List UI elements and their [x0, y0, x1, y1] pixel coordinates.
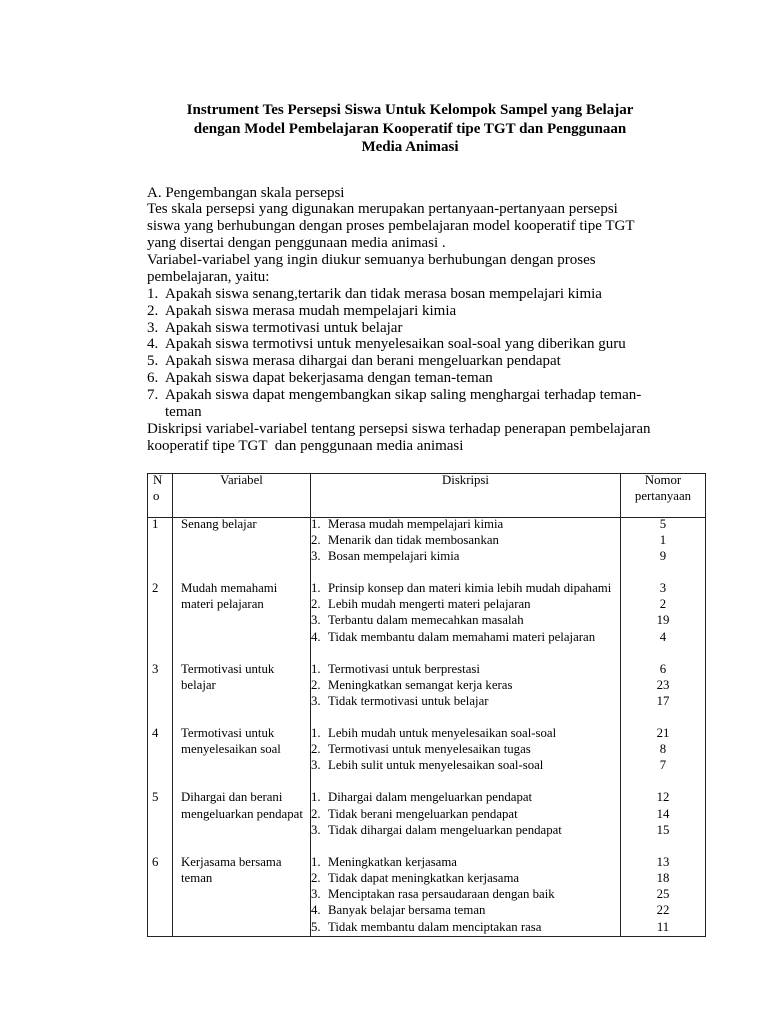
header-diskripsi-text: Diskripsi: [442, 472, 489, 487]
diskripsi-item-number: 4.: [311, 903, 321, 918]
diskripsi-item-number: 2.: [311, 806, 321, 821]
cell-no: [148, 789, 172, 838]
cell-nomor: [621, 854, 705, 935]
table-row: [148, 661, 705, 710]
cell-variabel: [173, 661, 310, 710]
nomor-pertanyaan: 12: [656, 790, 670, 805]
variabel-text: belajar: [181, 677, 216, 692]
diskripsi-item: [311, 854, 620, 870]
title-line: Instrument Tes Persepsi Siswa Untuk Kelompok Sampel yang Belajar: [186, 102, 634, 118]
paragraph-line: yang disertai dengan penggunaan media animasi .: [147, 235, 446, 252]
question-text: Apakah siswa dapat mengembangkan sikap saling menghargai terhadap teman-: [165, 387, 642, 403]
nomor-pertanyaan: 5: [659, 516, 667, 531]
diskripsi-item-text: Lebih mudah untuk menyelesaikan soal-soal: [328, 725, 557, 740]
diskripsi-item-number: 1.: [311, 580, 321, 595]
diskripsi-item: [311, 725, 620, 741]
diskripsi-item: [311, 789, 620, 805]
row-number: 6: [152, 854, 159, 869]
cell-variabel: [173, 854, 310, 935]
diskripsi-item-number: 1.: [311, 725, 321, 740]
diskripsi-item-number: 1.: [311, 516, 321, 531]
nomor-pertanyaan: 14: [656, 806, 670, 821]
nomor-pertanyaan: 8: [659, 742, 667, 757]
question-item: [147, 286, 687, 303]
section-heading: A. Pengembangan skala persepsi: [147, 184, 345, 201]
question-text: Apakah siswa termotivasi untuk belajar: [165, 319, 403, 336]
title-line: dengan Model Pembelajaran Kooperatif tipe TGT dan Penggunaan: [193, 120, 627, 137]
diskripsi-item: [311, 580, 620, 596]
question-number: 2.: [147, 302, 159, 319]
header-diskripsi: [311, 472, 620, 488]
question-item: [147, 336, 687, 353]
section-body: [147, 185, 687, 455]
table-row: [148, 854, 705, 935]
question-number: 4.: [147, 336, 159, 353]
question-item: [147, 320, 687, 337]
cell-variabel: [173, 580, 310, 645]
diskripsi-item-number: 1.: [311, 854, 321, 869]
diskripsi-item-number: 5.: [311, 919, 321, 934]
cell-nomor: [621, 661, 705, 710]
nomor-pertanyaan: 18: [656, 870, 670, 885]
nomor-pertanyaan: 11: [656, 919, 670, 934]
diskripsi-item: [311, 870, 620, 886]
paragraph-line: Diskripsi variabel-variabel tentang persepsi siswa terhadap penerapan pembelajaran: [147, 420, 651, 437]
diskripsi-item-text: Tidak termotivasi untuk belajar: [328, 693, 489, 708]
diskripsi-item-number: 3.: [311, 758, 321, 773]
cell-no: [148, 661, 172, 710]
table-row: [148, 580, 705, 645]
row-number: 3: [152, 661, 159, 676]
diskripsi-item: [311, 822, 620, 838]
question-text: teman: [165, 403, 202, 420]
variabel-text: teman: [181, 870, 213, 885]
diskripsi-item-text: Meningkatkan semangat kerja keras: [328, 677, 513, 692]
title-line: Media Animasi: [361, 139, 459, 155]
paragraph-line: pembelajaran, yaitu:: [147, 268, 270, 285]
nomor-pertanyaan: 4: [659, 629, 667, 644]
question-item: [147, 387, 687, 421]
nomor-pertanyaan: 17: [656, 693, 670, 708]
question-text: Apakah siswa merasa dihargai dan berani mengeluarkan pendapat: [165, 353, 561, 370]
diskripsi-item: [311, 532, 620, 548]
cell-no: [148, 516, 172, 565]
nomor-pertanyaan: 9: [659, 548, 667, 563]
document-title: [147, 101, 673, 157]
nomor-pertanyaan: 15: [656, 822, 670, 837]
diskripsi-item-number: 3.: [311, 613, 321, 628]
header-no-text: N: [153, 472, 163, 487]
diskripsi-item-text: Prinsip konsep dan materi kimia lebih mudah dipahami: [328, 580, 612, 595]
variabel-text: Kerjasama bersama: [181, 854, 282, 869]
nomor-pertanyaan: 25: [656, 887, 670, 902]
diskripsi-item: [311, 919, 620, 935]
nomor-pertanyaan: 7: [659, 758, 667, 773]
diskripsi-item-text: Tidak membantu dalam menciptakan rasa: [328, 919, 542, 934]
diskripsi-item: [311, 693, 620, 709]
nomor-pertanyaan: 2: [659, 597, 667, 612]
cell-nomor: [621, 789, 705, 838]
header-no: [148, 472, 172, 504]
header-nomor-text: Nomor: [644, 472, 682, 487]
nomor-pertanyaan: 22: [656, 903, 670, 918]
diskripsi-item-number: 3.: [311, 548, 321, 563]
diskripsi-item-number: 4.: [311, 629, 321, 644]
variabel-text: Termotivasi untuk: [181, 661, 275, 676]
table-row: [148, 725, 705, 774]
diskripsi-item: [311, 757, 620, 773]
question-text: Apakah siswa termotivsi untuk menyelesaikan soal-soal yang diberikan guru: [165, 336, 626, 353]
table-row: [148, 516, 705, 565]
diskripsi-item: [311, 548, 620, 564]
diskripsi-item: [311, 596, 620, 612]
header-no-text: o: [153, 488, 160, 503]
question-number: 7.: [147, 387, 159, 403]
diskripsi-item-text: Lebih mudah mengerti materi pelajaran: [328, 597, 531, 612]
diskripsi-item-text: Merasa mudah mempelajari kimia: [328, 516, 504, 531]
diskripsi-item: [311, 741, 620, 757]
diskripsi-item-text: Banyak belajar bersama teman: [328, 903, 486, 918]
cell-nomor: [621, 580, 705, 645]
cell-no: [148, 580, 172, 645]
diskripsi-item-number: 2.: [311, 532, 321, 547]
diskripsi-item-number: 3.: [311, 887, 321, 902]
header-nomor-text: pertanyaan: [634, 488, 692, 503]
question-item: [147, 370, 687, 387]
diskripsi-item: [311, 677, 620, 693]
variabel-text: Senang belajar: [181, 516, 257, 531]
paragraph-line: kooperatif tipe TGT dan penggunaan media animasi: [147, 437, 464, 454]
variabel-text: mengeluarkan pendapat: [181, 806, 303, 821]
row-number: 2: [152, 580, 159, 595]
diskripsi-item-text: Tidak membantu dalam memahami materi pelajaran: [328, 629, 596, 644]
diskripsi-item-number: 1.: [311, 790, 321, 805]
row-number: 5: [152, 790, 159, 805]
diskripsi-item-number: 1.: [311, 661, 321, 676]
cell-nomor: [621, 516, 705, 565]
question-text: Apakah siswa senang,tertarik dan tidak merasa bosan mempelajari kimia: [165, 285, 602, 302]
header-variabel-text: Variabel: [220, 472, 263, 487]
cell-diskripsi: [311, 725, 620, 774]
cell-diskripsi: [311, 516, 620, 565]
paragraph-line: Tes skala persepsi yang digunakan merupakan pertanyaan-pertanyaan persepsi: [147, 201, 618, 218]
nomor-pertanyaan: 3: [659, 580, 667, 595]
variabel-text: menyelesaikan soal: [181, 742, 281, 757]
cell-variabel: [173, 789, 310, 838]
paragraph-line: Variabel-variabel yang ingin diukur semuanya berhubungan dengan proses: [147, 252, 596, 268]
question-item: [147, 353, 687, 370]
diskripsi-item-number: 2.: [311, 742, 321, 757]
diskripsi-item: [311, 629, 620, 645]
diskripsi-item-text: Termotivasi untuk menyelesaikan tugas: [328, 742, 531, 757]
paragraph-line: siswa yang berhubungan dengan proses pembelajaran model kooperatif tipe TGT: [147, 218, 635, 235]
diskripsi-item: [311, 886, 620, 902]
diskripsi-item-text: Menciptakan rasa persaudaraan dengan baik: [328, 887, 555, 902]
diskripsi-item: [311, 902, 620, 918]
cell-nomor: [621, 725, 705, 774]
question-text: Apakah siswa dapat bekerjasama dengan teman-teman: [165, 370, 493, 387]
diskripsi-item-text: Lebih sulit untuk menyelesaikan soal-soal: [328, 758, 544, 773]
question-item: [147, 303, 687, 320]
diskripsi-item-number: 2.: [311, 677, 321, 692]
question-text: Apakah siswa merasa mudah mempelajari kimia: [165, 302, 457, 319]
row-number: 4: [152, 725, 159, 740]
diskripsi-item-text: Tidak berani mengeluarkan pendapat: [328, 806, 518, 821]
cell-variabel: [173, 516, 310, 565]
diskripsi-item: [311, 516, 620, 532]
nomor-pertanyaan: 6: [659, 661, 667, 676]
variabel-text: Mudah memahami: [181, 580, 278, 595]
cell-diskripsi: [311, 661, 620, 710]
diskripsi-item-number: 3.: [311, 693, 321, 708]
nomor-pertanyaan: 1: [659, 532, 667, 547]
table-row: [148, 789, 705, 838]
diskripsi-item-text: Meningkatkan kerjasama: [328, 854, 457, 869]
diskripsi-item: [311, 806, 620, 822]
variable-table: [147, 473, 706, 937]
question-number: 3.: [147, 319, 159, 336]
cell-no: [148, 854, 172, 935]
cell-diskripsi: [311, 789, 620, 838]
diskripsi-item-number: 2.: [311, 597, 321, 612]
diskripsi-item-text: Tidak dapat meningkatkan kerjasama: [328, 870, 520, 885]
nomor-pertanyaan: 21: [656, 725, 670, 740]
variabel-text: Dihargai dan berani: [181, 790, 283, 805]
diskripsi-item: [311, 661, 620, 677]
cell-diskripsi: [311, 580, 620, 645]
diskripsi-item-text: Tidak dihargai dalam mengeluarkan pendapat: [328, 822, 562, 837]
question-number: 1.: [147, 285, 159, 302]
cell-variabel: [173, 725, 310, 774]
diskripsi-item-text: Termotivasi untuk berprestasi: [328, 661, 480, 676]
table-body: [148, 516, 705, 951]
cell-diskripsi: [311, 854, 620, 935]
header-nomor: [621, 472, 705, 504]
nomor-pertanyaan: 19: [656, 613, 670, 628]
diskripsi-item-text: Menarik dan tidak membosankan: [328, 532, 499, 547]
header-variabel: [173, 472, 310, 488]
diskripsi-item-number: 2.: [311, 870, 321, 885]
nomor-pertanyaan: 13: [656, 854, 670, 869]
nomor-pertanyaan: 23: [656, 677, 670, 692]
diskripsi-item-text: Bosan mempelajari kimia: [328, 548, 460, 563]
question-number: 5.: [147, 353, 159, 370]
diskripsi-item-number: 3.: [311, 822, 321, 837]
row-number: 1: [152, 516, 159, 531]
question-number: 6.: [147, 370, 159, 387]
variabel-text: Termotivasi untuk: [181, 725, 275, 740]
cell-no: [148, 725, 172, 774]
diskripsi-item: [311, 612, 620, 628]
variabel-text: materi pelajaran: [181, 597, 264, 612]
diskripsi-item-text: Terbantu dalam memecahkan masalah: [328, 613, 524, 628]
diskripsi-item-text: Dihargai dalam mengeluarkan pendapat: [328, 790, 533, 805]
